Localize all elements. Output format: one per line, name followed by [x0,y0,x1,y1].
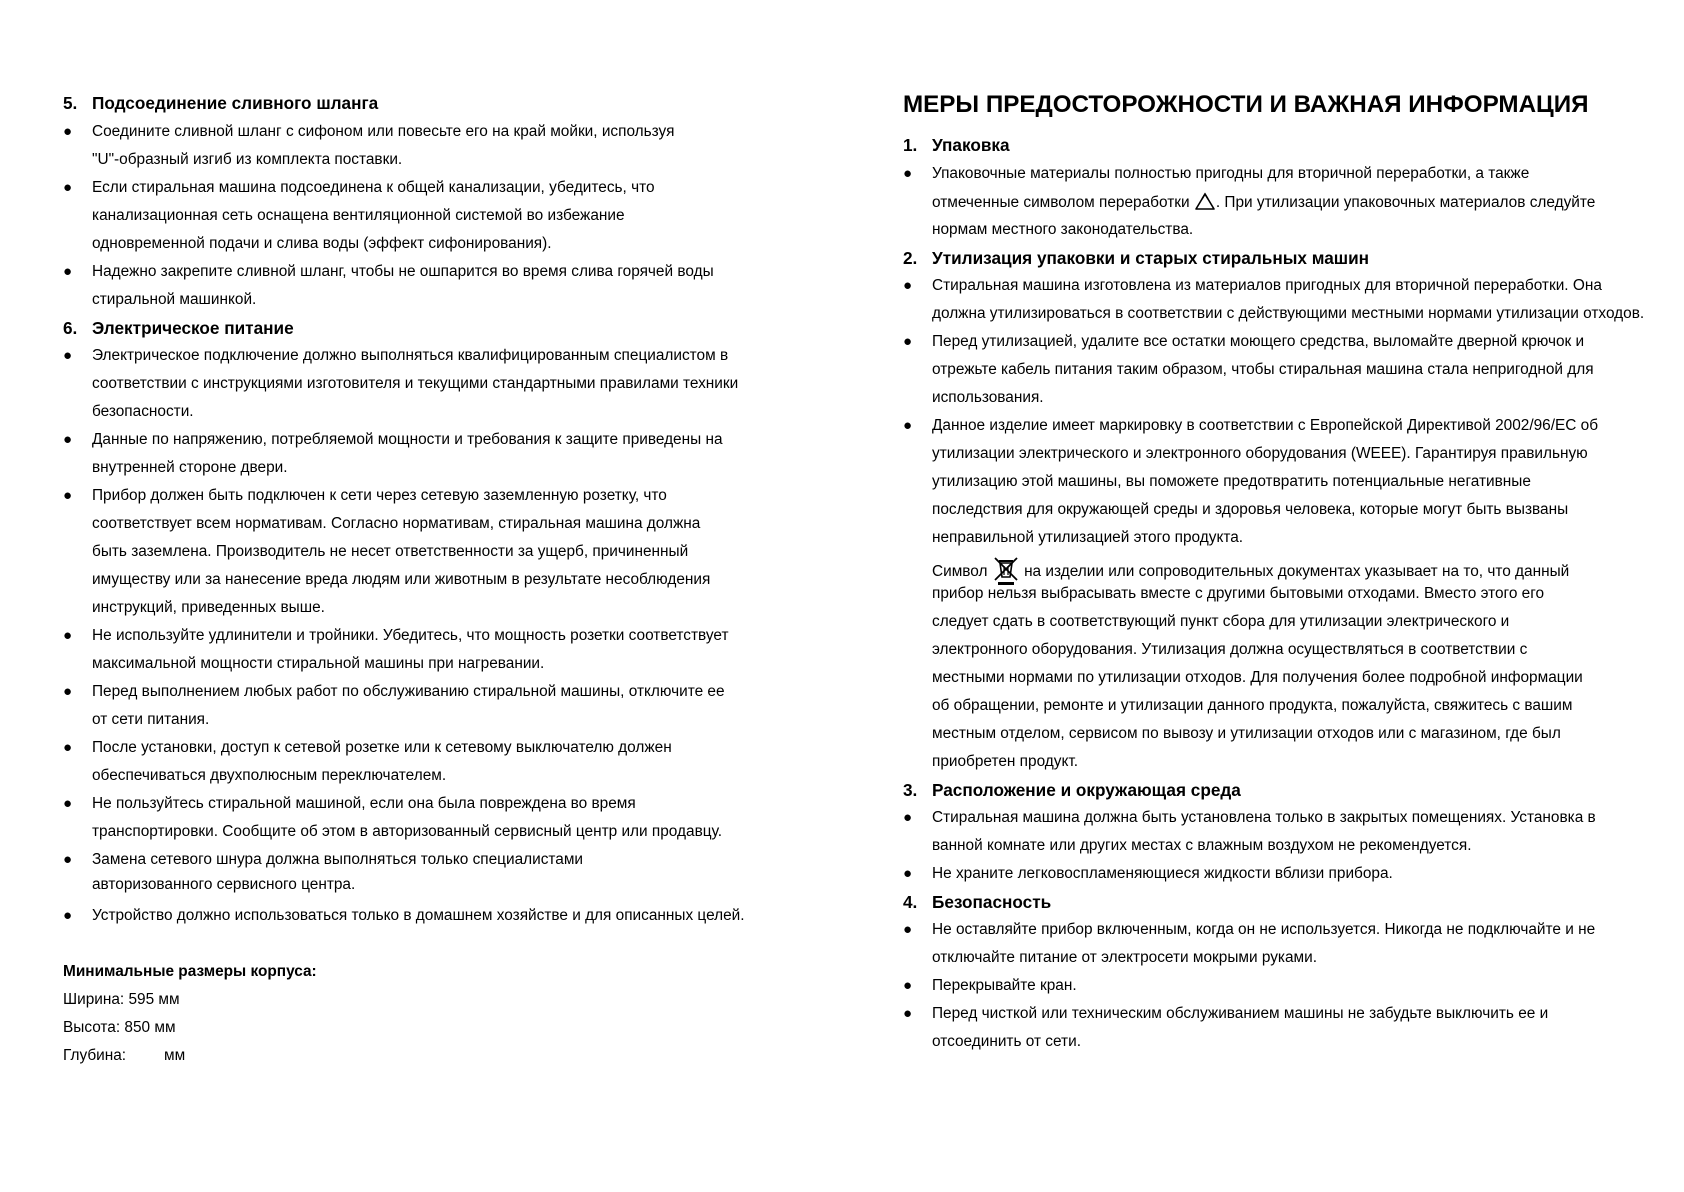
text-line: Замена сетевого шнура должна выполняться только специалистами [92,851,584,868]
text-line: соответствует всем нормативам. Согласно нормативам, стиральная машина должна [92,515,701,532]
section-number: 5. [63,93,78,113]
bullet-icon: ● [63,179,73,196]
text-line: Если стиральная машина подсоединена к общей канализации, убедитесь, что [92,179,655,196]
text-line: Не оставляйте прибор включенным, когда он не используется. Никогда не подключайте и не [932,921,1596,938]
bullet-icon: ● [903,417,913,434]
text-fragment: Символ [932,563,988,580]
bullet-icon: ● [903,333,913,350]
section-number: 1. [903,135,918,155]
text-line: отрежьте кабель питания таким образом, чтобы стиральная машина стала непригодной для [932,361,1594,378]
text-line: внутренней стороне двери. [92,459,288,476]
text-line: Перед чисткой или техническим обслуживанием машины не забудьте выключить ее и [932,1005,1549,1022]
dimension-height: Высота: 850 мм [63,1019,176,1036]
text-line: быть заземлена. Производитель не несет ответственности за ущерб, причиненный [92,543,689,560]
bullet-icon: ● [903,977,913,994]
text-line: После установки, доступ к сетевой розетке или к сетевому выключателю должен [92,739,672,756]
section-title-location: Расположение и окружающая среда [932,780,1241,800]
section-number: 6. [63,318,78,338]
section-number: 4. [903,892,918,912]
text-line: следует сдать в соответствующий пункт сбора для утилизации электрического и [932,613,1510,630]
text-line [932,556,1569,586]
section-number: 2. [903,248,918,268]
text-line: местными нормами по утилизации отходов. Для получения более подробной информации [932,669,1583,686]
bullet-icon: ● [903,1005,913,1022]
text-line: нормам местного законодательства. [932,221,1194,238]
text-line: Надежно закрепите сливной шланг, чтобы не ошпарится во время слива горячей воды [92,263,714,280]
text-line: Перед утилизацией, удалите все остатки моющего средства, выломайте дверной крючок и [932,333,1585,350]
dimension-depth-unit: мм [164,1047,186,1064]
text-line: соответствии с инструкциями изготовителя и текущими стандартными правилами техники [92,375,739,392]
text-line: транспортировки. Сообщите об этом в авторизованный сервисный центр или продавцу. [92,823,722,840]
text-line: безопасности. [92,403,194,420]
text-line: Не используйте удлинители и тройники. Убедитесь, что мощность розетки соответствует [92,627,729,644]
text-line: использования. [932,389,1044,406]
text-line: стиральной машинкой. [92,291,257,308]
section-title-packaging: Упаковка [932,135,1010,155]
text-line: неправильной утилизацией этого продукта. [932,529,1244,546]
text-line: должна утилизироваться в соответствии с действующими местными нормами утилизации отходов. [932,305,1645,322]
bullet-icon: ● [63,851,73,868]
text-line: максимальной мощности стиральной машины при нагревании. [92,655,545,672]
bullet-icon: ● [63,739,73,756]
section-title-safety: Безопасность [932,892,1052,912]
bullet-icon: ● [63,907,73,924]
bullet-icon: ● [903,921,913,938]
text-line: утилизации электрического и электронного оборудования (WEEE). Гарантируя правильную [932,445,1588,462]
bullet-icon: ● [63,263,73,280]
bullet-icon: ● [63,683,73,700]
text-line: ванной комнате или других местах с влажным воздухом не рекомендуется. [932,837,1472,854]
text-line: местным отделом, сервисом по вывозу и утилизации отходов или с магазином, где был [932,725,1561,742]
text-line: инструкций, приведенных выше. [92,599,325,616]
text-line: от сети питания. [92,711,210,728]
bullet-icon: ● [903,165,913,182]
text-line: Стиральная машина должна быть установлена только в закрытых помещениях. Установка в [932,809,1596,826]
text-line: Перед выполнением любых работ по обслуживанию стиральной машины, отключите ее [92,683,725,700]
text-line: Не храните легковоспламеняющиеся жидкости вблизи прибора. [932,865,1393,882]
dimensions-title: Минимальные размеры корпуса: [63,963,317,980]
bullet-icon: ● [63,431,73,448]
section-number: 3. [903,780,918,800]
text-line: Устройство должно использоваться только в домашнем хозяйстве и для описанных целей. [92,907,745,924]
dimension-width: Ширина: 595 мм [63,991,180,1008]
text-line: авторизованного сервисного центра. [92,876,356,893]
text-line: Упаковочные материалы полностью пригодны для вторичной переработки, а также [932,165,1530,182]
text-line: об обращении, ремонте и утилизации данного продукта, пожалуйста, свяжитесь с вашим [932,697,1573,714]
text-line: Соедините сливной шланг с сифоном или повесьте его на край мойки, используя [92,123,675,140]
bullet-icon: ● [903,277,913,294]
section-title-drain-hose: Подсоединение сливного шланга [92,93,379,113]
text-line: прибор нельзя выбрасывать вместе с другими бытовыми отходами. Вместо этого его [932,585,1545,602]
weee-bin-icon [992,556,1020,586]
bullet-icon: ● [903,809,913,826]
text-line: последствия для окружающей среды и здоровья человека, которые могут быть вызваны [932,501,1569,518]
text-line: Данные по напряжению, потребляемой мощности и требования к защите приведены на [92,431,723,448]
section-title-power-supply: Электрическое питание [92,318,294,338]
text-line: электронного оборудования. Утилизация должна осуществляться в соответствии с [932,641,1528,658]
text-line: отключайте питание от электросети мокрыми руками. [932,949,1318,966]
bullet-icon: ● [63,627,73,644]
text-line: одновременной подачи и слива воды (эффект сифонирования). [92,235,552,252]
recycle-icon [1194,192,1216,212]
bullet-icon: ● [63,795,73,812]
page-title: МЕРЫ ПРЕДОСТОРОЖНОСТИ И ВАЖНАЯ ИНФОРМАЦИЯ [903,91,1589,118]
bullet-icon: ● [63,487,73,504]
text-line: "U"-образный изгиб из комплекта поставки. [92,151,403,168]
text-fragment: отмеченные символом переработки [932,194,1190,211]
text-line: приобретен продукт. [932,753,1078,770]
text-line: отсоединить от сети. [932,1033,1081,1050]
text-line [932,192,1595,213]
text-line: Электрическое подключение должно выполняться квалифицированным специалистом в [92,347,729,364]
text-fragment: на изделии или сопроводительных документах указывает на то, что данный [1024,563,1570,580]
bullet-icon: ● [63,123,73,140]
bullet-icon: ● [63,347,73,364]
section-title-disposal: Утилизация упаковки и старых стиральных машин [932,248,1370,268]
bullet-icon: ● [903,865,913,882]
text-line: имуществу или за нанесение вреда людям или животным в результате несоблюдения [92,571,711,588]
text-line: канализационная сеть оснащена вентиляционной системой во избежание [92,207,625,224]
text-fragment: . При утилизации упаковочных материалов следуйте [1215,194,1596,211]
text-line: утилизацию этой машины, вы поможете предотвратить потенциальные негативные [932,473,1531,490]
text-line: Стиральная машина изготовлена из материалов пригодных для вторичной переработки. Она [932,277,1602,294]
text-line: Данное изделие имеет маркировку в соответствии с Европейской Директивой 2002/96/ЕС об [932,417,1599,434]
text-line: Не пользуйтесь стиральной машиной, если она была повреждена во время [92,795,636,812]
text-line: Перекрывайте кран. [932,977,1077,994]
dimension-depth-label: Глубина: [63,1047,127,1064]
text-line: обеспечиваться двухполюсным переключателем. [92,767,447,784]
text-line: Прибор должен быть подключен к сети через сетевую заземленную розетку, что [92,487,667,504]
